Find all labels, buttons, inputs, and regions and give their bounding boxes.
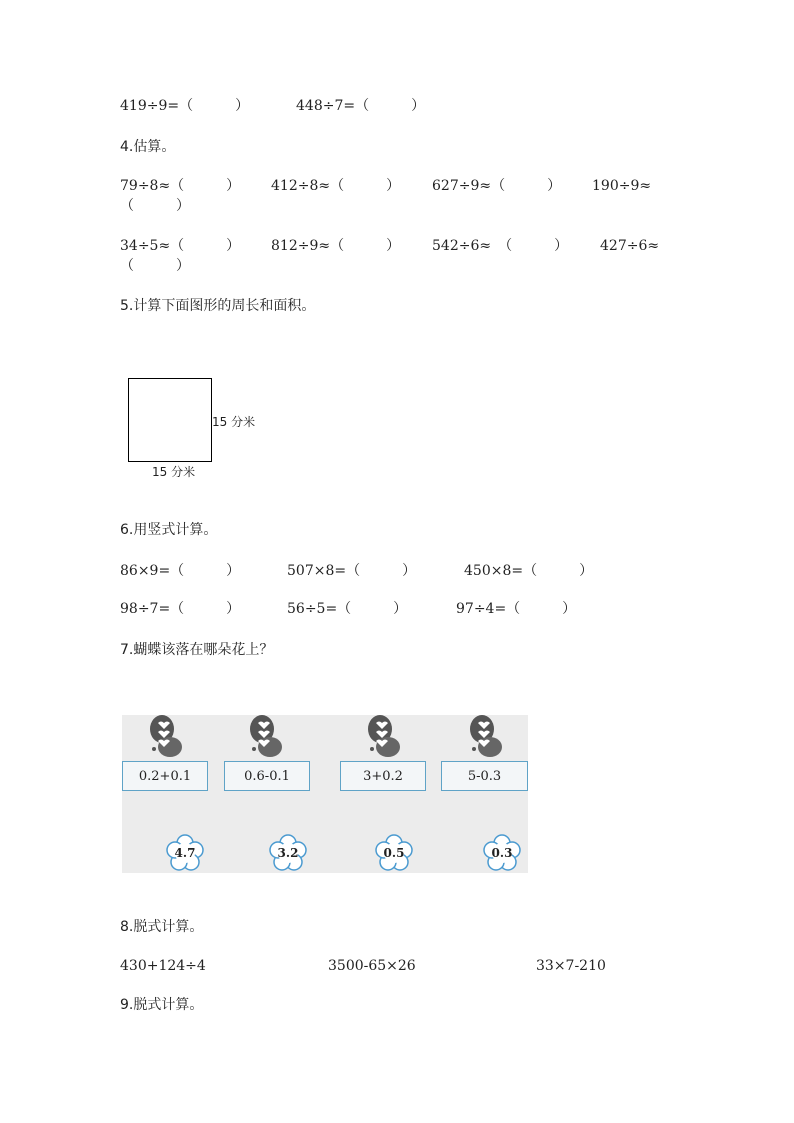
- bottom-length-label: 15 分米: [152, 465, 196, 479]
- stepwise-calc-item: 430+124÷4: [120, 958, 206, 974]
- question-9-title: 9.脱式计算。: [120, 997, 204, 1013]
- flower-icon: [165, 833, 205, 873]
- estimate-item: 542÷6≈ （ ）: [432, 238, 569, 254]
- estimate-answer-wrap: （ ）: [120, 198, 190, 214]
- vertical-calc-item: 56÷5=（ ）: [287, 601, 408, 617]
- question-7-title: 7.蝴蝶该落在哪朵花上？: [120, 642, 274, 658]
- expression-box: 5-0.3: [441, 761, 528, 791]
- estimate-answer-wrap: （ ）: [120, 258, 190, 274]
- flower-value: 0.3: [491, 846, 513, 860]
- estimate-item: 427÷6≈: [600, 238, 660, 254]
- expression-box: 0.2+0.1: [122, 761, 208, 791]
- stepwise-calc-item: 3500-65×26: [328, 958, 416, 974]
- question-8-title: 8.脱式计算。: [120, 919, 204, 935]
- flower-icon: [374, 833, 414, 873]
- estimate-item: 812÷9≈（ ）: [271, 238, 401, 254]
- side-length-label: 15 分米: [212, 415, 256, 429]
- vertical-calc-item: 507×8=（ ）: [287, 563, 417, 579]
- estimate-item: 412÷8≈（ ）: [271, 178, 401, 194]
- vertical-calc-item: 97÷4=（ ）: [456, 601, 577, 617]
- vertical-calc-item: 86×9=（ ）: [120, 563, 241, 579]
- flower-value: 3.2: [277, 846, 299, 860]
- flower-icon: [268, 833, 308, 873]
- question-6-title: 6.用竖式计算。: [120, 522, 218, 538]
- square-figure: [128, 378, 212, 462]
- estimate-item: 34÷5≈（ ）: [120, 238, 241, 254]
- butterfly-icon: [366, 715, 402, 761]
- butterfly-flower-panel: [122, 715, 528, 873]
- exercise-q3-item-1: 419÷9=（ ）: [120, 98, 250, 114]
- stepwise-calc-item: 33×7-210: [536, 958, 606, 974]
- flower-icon: [482, 833, 522, 873]
- question-5-title: 5.计算下面图形的周长和面积。: [120, 298, 316, 314]
- flower-value: 0.5: [383, 846, 405, 860]
- estimate-item: 190÷9≈: [592, 178, 652, 194]
- expression-box: 3+0.2: [340, 761, 426, 791]
- flower-value: 4.7: [174, 846, 196, 860]
- exercise-q3-item-2: 448÷7=（ ）: [296, 98, 426, 114]
- butterfly-icon: [468, 715, 504, 761]
- vertical-calc-item: 450×8=（ ）: [464, 563, 594, 579]
- butterfly-icon: [248, 715, 284, 761]
- question-4-title: 4.估算。: [120, 139, 176, 155]
- estimate-item: 627÷9≈（ ）: [432, 178, 562, 194]
- estimate-item: 79÷8≈（ ）: [120, 178, 241, 194]
- expression-box: 0.6-0.1: [224, 761, 310, 791]
- vertical-calc-item: 98÷7=（ ）: [120, 601, 241, 617]
- butterfly-icon: [148, 715, 184, 761]
